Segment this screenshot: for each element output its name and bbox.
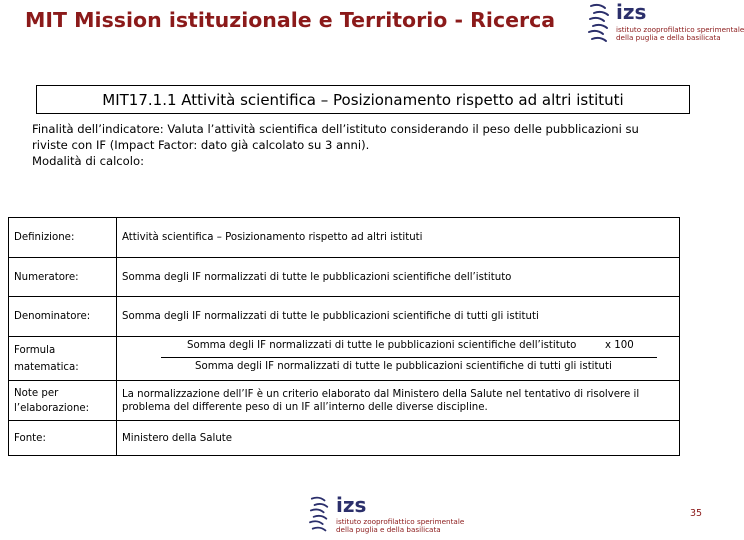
table-row	[9, 218, 680, 258]
note-label-line: Note per	[14, 387, 59, 399]
fraction-bar	[161, 357, 657, 358]
logo-tagline-1: istituto zooprofilattico sperimentale	[616, 25, 744, 34]
table-row	[9, 258, 680, 297]
formula-fraction	[117, 337, 679, 380]
indicator-title: MIT17.1.1 Attività scientifica – Posizionamento rispetto ad altri istituti	[102, 90, 624, 109]
description-line: Finalità dell’indicatore: Valuta l’attività scientifica dell’istituto considerando il peso delle pubblicazioni su	[32, 122, 639, 136]
table-row	[9, 297, 680, 337]
note-label-line: l’elaborazione:	[14, 402, 90, 414]
definizione-label: Definizione:	[9, 218, 117, 258]
formula-label	[9, 337, 117, 381]
izs-logo-footer	[306, 495, 464, 535]
izs-logo-mark-icon	[306, 495, 334, 535]
fonte-label: Fonte:	[9, 421, 117, 456]
numeratore-value: Somma degli IF normalizzati di tutte le pubblicazioni scientifiche dell’istituto	[117, 258, 680, 297]
fonte-value: Ministero della Salute	[117, 421, 680, 456]
formula-multiplier: x 100	[605, 340, 634, 351]
indicator-table	[8, 217, 680, 456]
logo-word: izs	[616, 0, 647, 24]
note-value-line: problema del differente peso di un IF all’interno delle diverse discipline.	[122, 401, 488, 413]
note-value	[117, 381, 680, 421]
description-line: riviste con IF (Impact Factor: dato già calcolato su 3 anni).	[32, 138, 370, 152]
formula-label-line: matematica:	[14, 361, 79, 373]
formula-label-line: Formula	[14, 344, 56, 356]
table-row	[9, 421, 680, 456]
denominatore-value: Somma degli IF normalizzati di tutte le pubblicazioni scientifiche di tutti gli istituti	[117, 297, 680, 337]
izs-logo-mark-icon	[586, 2, 614, 46]
note-label	[9, 381, 117, 421]
page-number: 35	[690, 508, 703, 519]
logo-tagline-1: istituto zooprofilattico sperimentale	[336, 517, 465, 526]
formula-denominator: Somma degli IF normalizzati di tutte le pubblicazioni scientifiche di tutti gli istituti	[195, 361, 612, 372]
description-line: Modalità di calcolo:	[32, 154, 144, 168]
denominatore-label: Denominatore:	[9, 297, 117, 337]
formula-numerator: Somma degli IF normalizzati di tutte le pubblicazioni scientifiche dell’istituto	[187, 340, 577, 351]
indicator-description	[32, 121, 692, 169]
logo-word: izs	[336, 493, 367, 517]
note-value-line: La normalizzazione dell’IF è un criterio elaborato dal Ministero della Salute nel tentativo di risolvere il	[122, 388, 640, 400]
table-row	[9, 381, 680, 421]
logo-tagline-2: della puglia e della basilicata	[336, 524, 441, 534]
izs-logo-header	[586, 2, 744, 46]
table-row	[9, 337, 680, 381]
numeratore-label: Numeratore:	[9, 258, 117, 297]
indicator-title-box	[36, 85, 690, 114]
logo-tagline-2: della puglia e della basilicata	[616, 32, 721, 42]
formula-cell	[117, 337, 680, 381]
definizione-value: Attività scientifica – Posizionamento rispetto ad altri istituti	[117, 218, 680, 258]
page-title: MIT Mission istituzionale e Territorio - Ricerca	[25, 8, 556, 32]
